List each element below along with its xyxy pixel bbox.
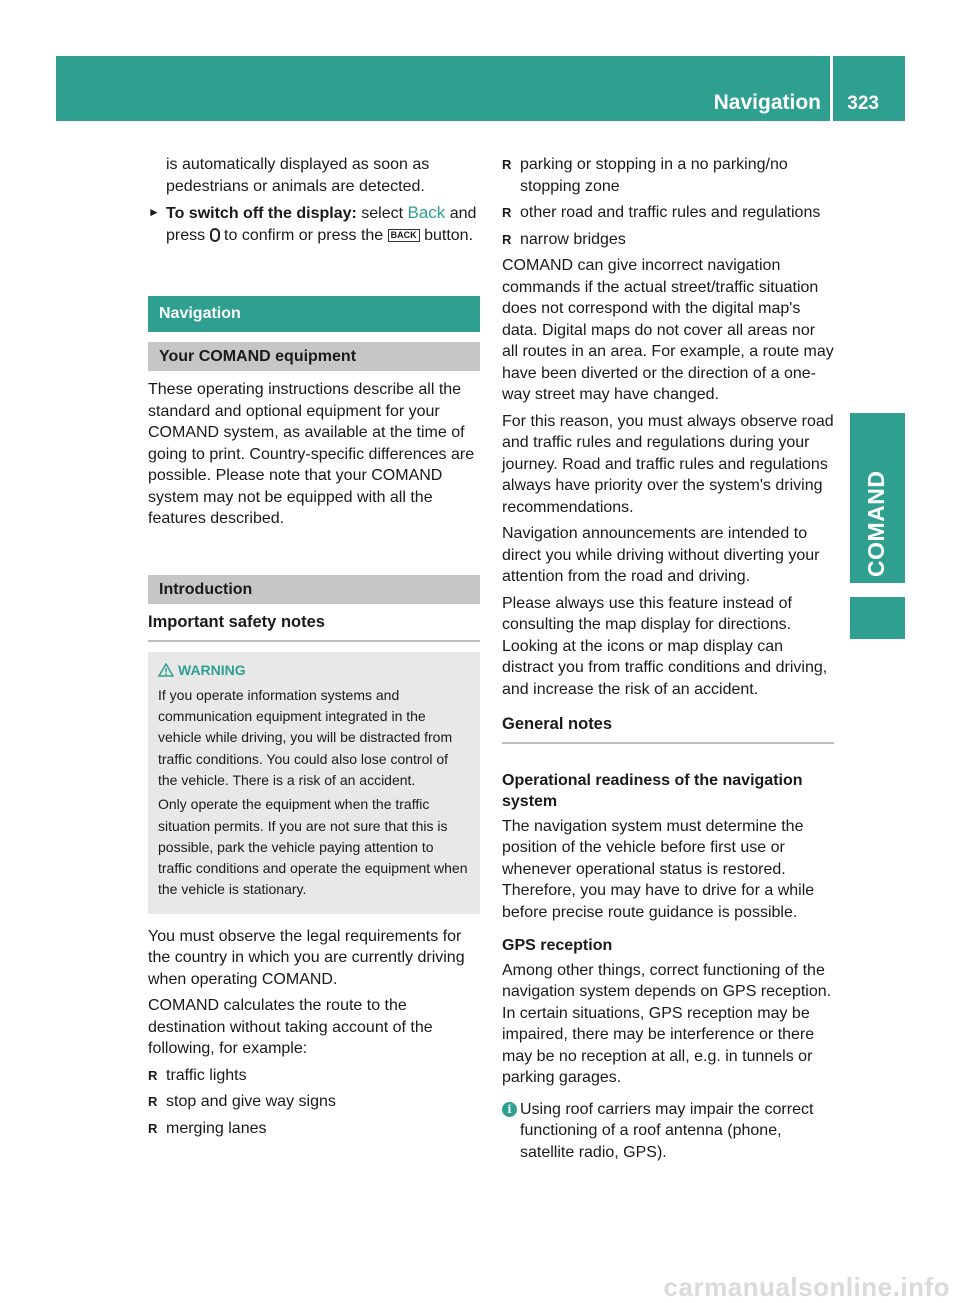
operational-paragraph: The navigation system must determine the position of the vehicle before first use or whenever operational status is restored. Therefore, you may have to drive for a while before precise route guidance is possible. xyxy=(502,817,815,921)
warning-paragraph: Only operate the equipment when the traffic situation permits. If you are not sure that this is possible, park the vehicle paying attention to traffic conditions and operate the equipment when the vehicle is stationary. xyxy=(158,796,468,898)
instruction-lead: To switch off the display: xyxy=(166,205,357,222)
back-button-icon: BACK xyxy=(388,229,420,242)
back-softkey: Back xyxy=(407,203,446,222)
bullet-mark: R xyxy=(502,231,512,247)
header-divider xyxy=(830,56,833,121)
page-number: 323 xyxy=(847,93,879,114)
bullet-mark: R xyxy=(148,1120,158,1136)
bullet-mark: R xyxy=(502,157,512,172)
section-heading-introduction: Introduction xyxy=(148,575,480,605)
list-item xyxy=(148,1091,480,1113)
left-column xyxy=(148,154,480,1144)
calculation-paragraph: COMAND calculates the route to the destination without taking account of the following, for example: xyxy=(148,997,433,1058)
chapter-side-tab[interactable] xyxy=(850,413,905,583)
warning-paragraph: If you operate information systems and communication equipment integrated in the vehicle while driving, you will be distracted from traffic conditions. You could also lose control of the vehicle. There is a risk of an accident. xyxy=(158,686,453,788)
info-note xyxy=(502,1099,834,1164)
list-item xyxy=(502,154,834,197)
body-paragraph: Please always use this feature instead of consulting the map display for directions. Looking at the icons or map display can distract you from traffic conditions and driving, and increase the risk of an accident. xyxy=(502,594,828,698)
list-item-text: stop and give way signs xyxy=(166,1093,336,1111)
body-paragraph: COMAND can give incorrect navigation commands if the actual street/traffic situation does not correspond with the digital map's data. Digital maps do not cover all areas nor all routes in an area. For example, a route may have been diverted or the direction of a one-way street may have changed. xyxy=(502,257,834,403)
heading-operational-readiness: Operational readiness of the navigation system xyxy=(502,771,803,810)
instruction-text: select xyxy=(356,205,408,222)
switch-off-instruction xyxy=(148,202,480,246)
warning-title xyxy=(158,660,470,681)
list-item-text: other road and traffic rules and regulations xyxy=(520,204,821,221)
warning-triangle-icon xyxy=(158,663,174,677)
chapter-title: Navigation xyxy=(713,91,821,114)
list-item xyxy=(148,1065,480,1087)
gps-paragraph: Among other things, correct functioning of the navigation system depends on GPS reception. In certain situations, GPS reception may be impaired, there may be interference or there may be no reception at all, e.g. in tunnels or parking garages. xyxy=(502,961,832,1086)
equipment-paragraph: These operating instructions describe all the standard and optional equipment for your COMAND system, as available at the time of going to print. Country-specific differences are possible. Please note that your COMAND system may not be equipped with all the features described. xyxy=(148,381,475,527)
instruction-text: to confirm or press the xyxy=(219,226,388,244)
side-tab-label: COMAND xyxy=(863,470,889,577)
controller-knob-icon xyxy=(210,228,220,242)
subheading-general-notes: General notes xyxy=(502,714,834,744)
list-item-text: parking or stopping in a no parking/no stopping zone xyxy=(520,156,788,195)
watermark: carmanualsonline.info xyxy=(663,1272,950,1302)
info-note-text: Using roof carriers may impair the correct functioning of a roof antenna (phone, satellite radio, GPS). xyxy=(520,1100,814,1161)
list-item-text: narrow bridges xyxy=(520,230,626,248)
legal-paragraph: You must observe the legal requirements for the country in which you are currently driving when operating COMAND. xyxy=(148,927,465,988)
bullet-mark: R xyxy=(148,1094,158,1110)
body-paragraph: For this reason, you must always observe road and traffic rules and regulations during your journey. Road and traffic rules and regulations always have priority over the system's driving recommendations. xyxy=(502,412,834,516)
bullet-mark: R xyxy=(502,205,512,220)
warning-title-text: WARNING xyxy=(178,661,246,678)
instruction-text: and press xyxy=(166,205,477,244)
right-column xyxy=(502,154,834,1163)
instruction-text: button. xyxy=(419,226,474,244)
section-heading-equipment: Your COMAND equipment xyxy=(148,342,480,372)
instruction-arrow-icon: ► xyxy=(148,205,160,219)
list-item-text: merging lanes xyxy=(166,1119,267,1137)
heading-gps-reception: GPS reception xyxy=(502,937,613,954)
warning-box xyxy=(148,652,480,914)
bullet-mark: R xyxy=(148,1067,158,1083)
side-marker-block xyxy=(850,597,905,639)
list-item xyxy=(148,1118,480,1140)
section-heading-navigation: Navigation xyxy=(148,296,480,332)
intro-paragraph: is automatically displayed as soon as pedestrians or animals are detected. xyxy=(166,156,430,195)
page-header-bar xyxy=(56,56,905,121)
body-paragraph: Navigation announcements are intended to direct you while driving without diverting your attention from the road and driving. xyxy=(502,525,820,585)
list-item xyxy=(502,202,834,224)
info-icon: i xyxy=(502,1102,517,1117)
subheading-safety-notes: Important safety notes xyxy=(148,612,480,642)
list-item-text: traffic lights xyxy=(166,1066,247,1084)
list-item xyxy=(502,229,834,251)
